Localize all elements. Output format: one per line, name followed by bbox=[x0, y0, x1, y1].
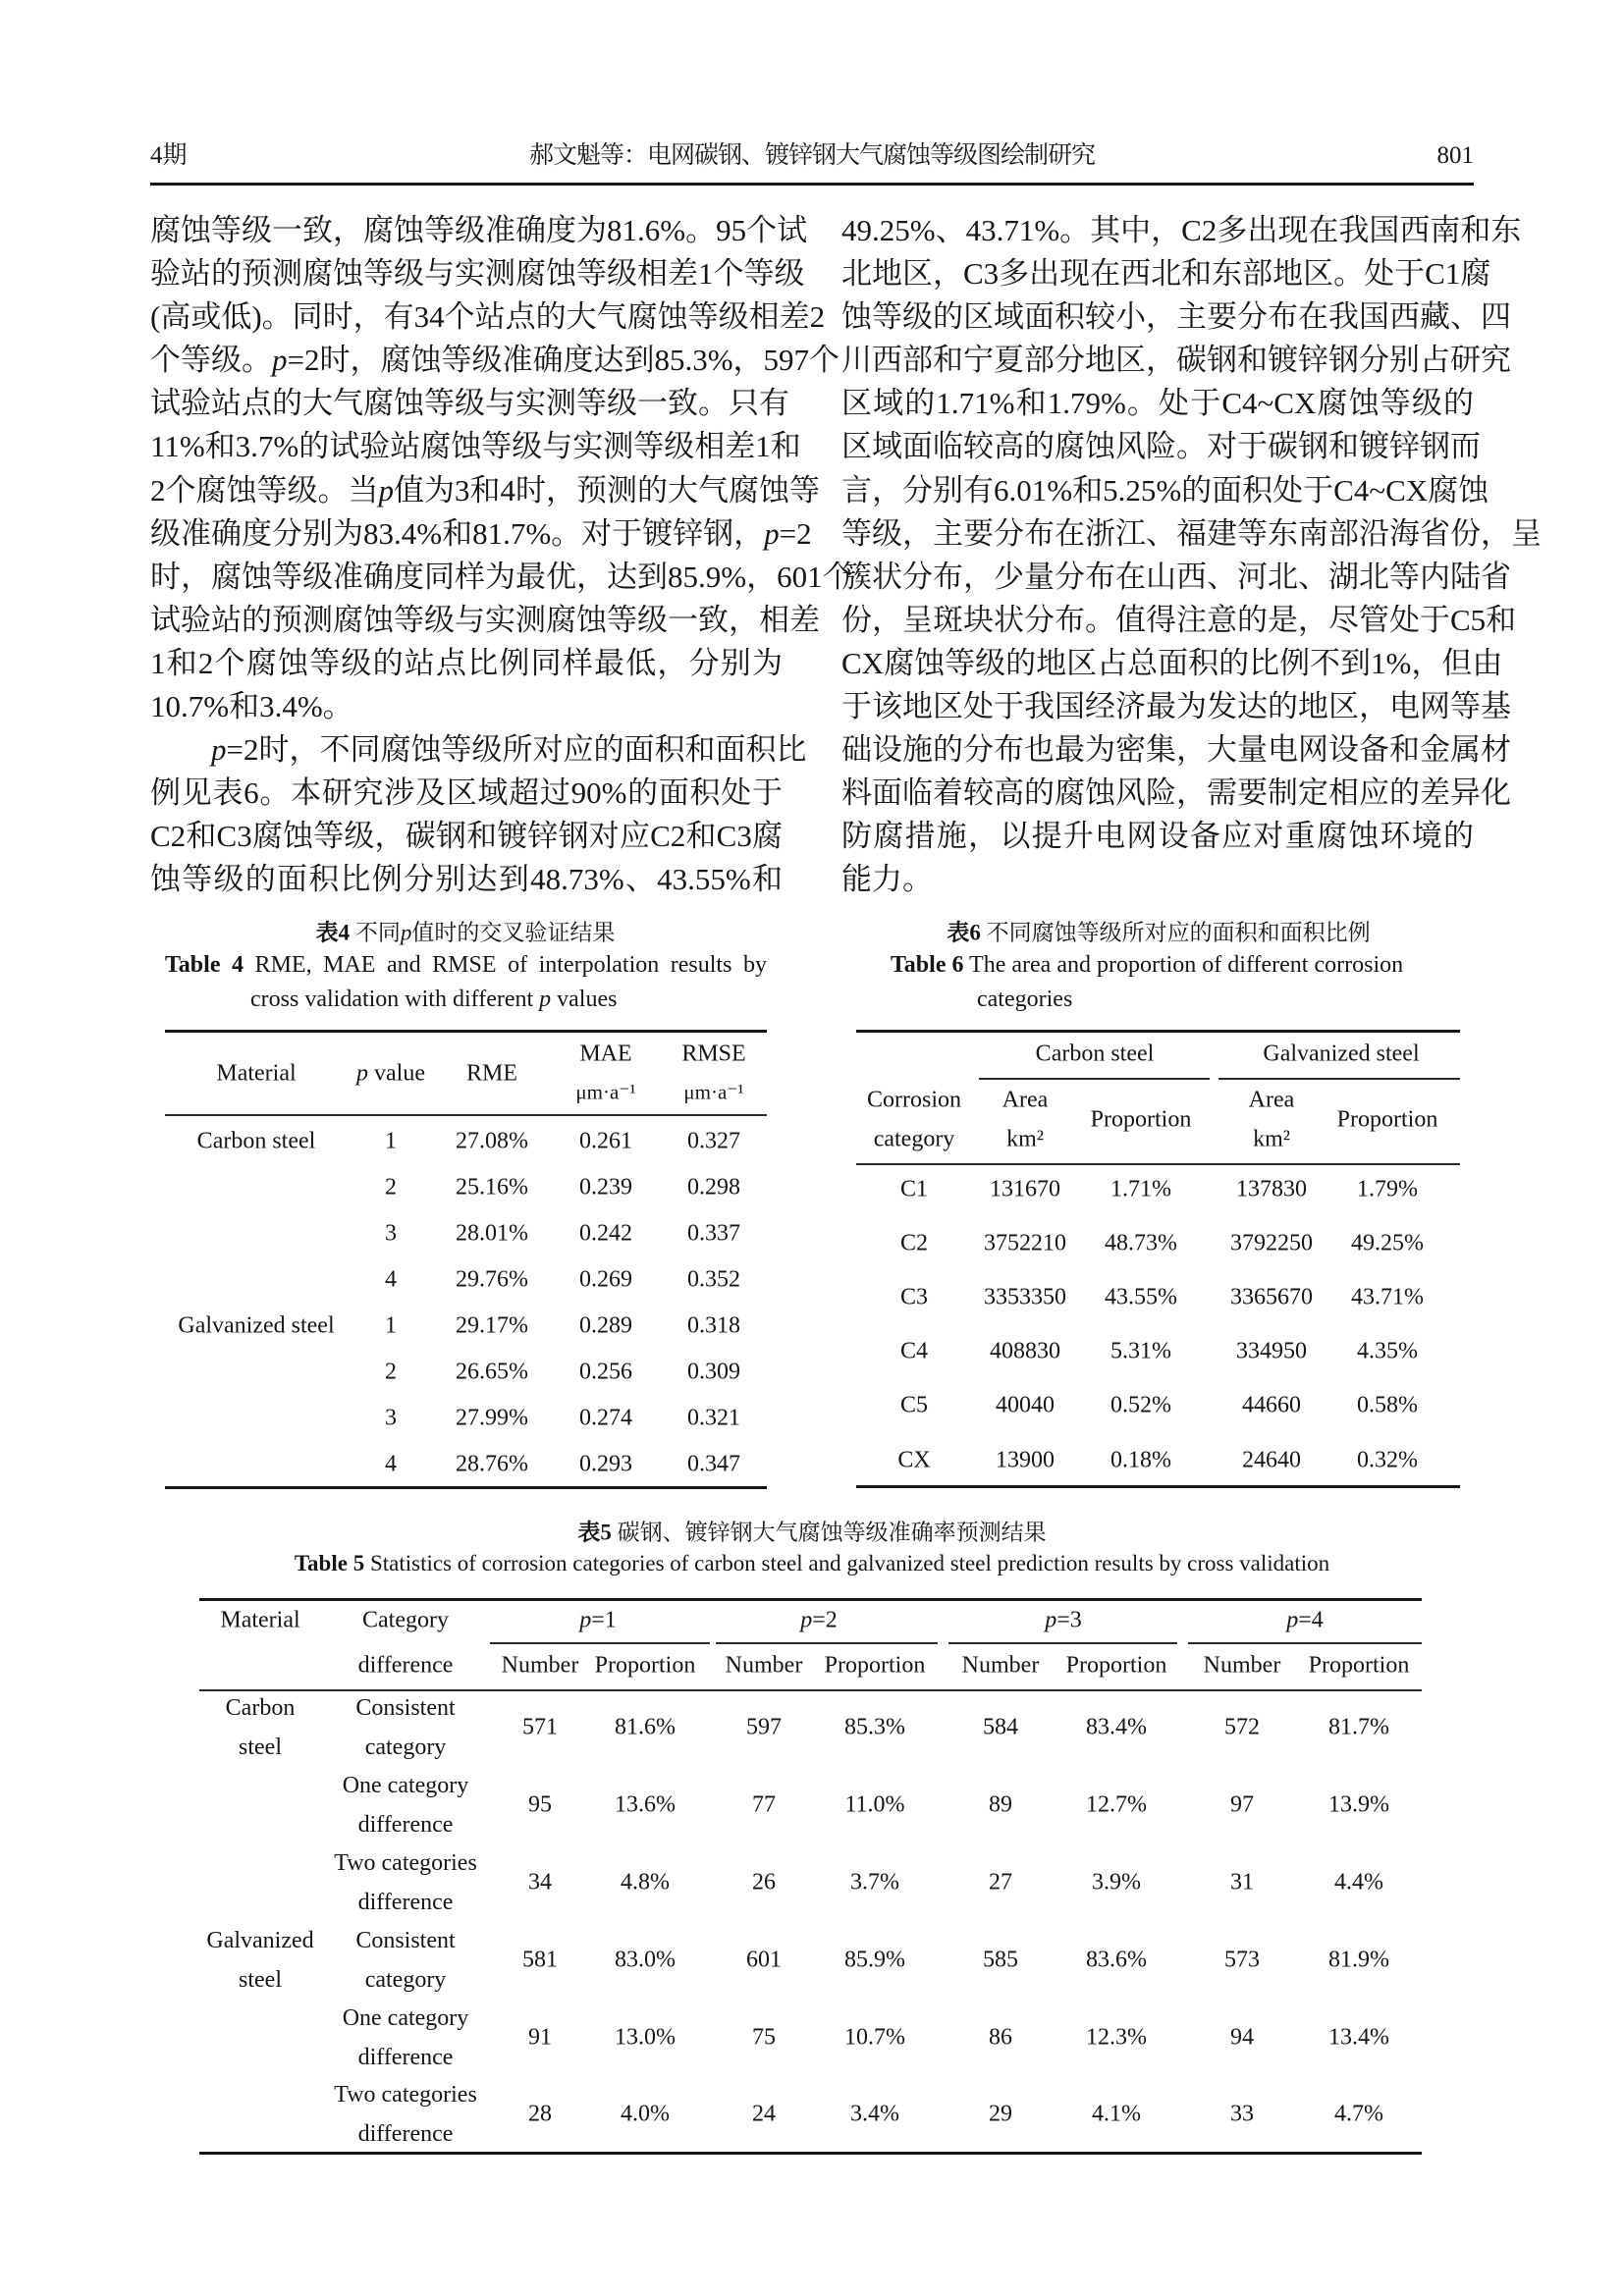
cell-p3-proportion: 83.6% bbox=[1086, 1947, 1147, 1973]
body-line: 10.7%和3.4%。 bbox=[150, 689, 353, 724]
table-row bbox=[199, 2076, 1422, 2154]
table-row bbox=[165, 1441, 767, 1487]
body-line: 级准确度分别为83.4%和81.7%。对于镀锌钢，p=2 bbox=[150, 515, 812, 551]
table5-body bbox=[199, 1689, 1422, 2154]
table5-header-proportion: Proportion bbox=[594, 1652, 696, 1679]
issue-label: 4期 bbox=[150, 142, 188, 169]
cell-galvanized-proportion: 0.58% bbox=[1357, 1392, 1418, 1418]
table-row bbox=[165, 1118, 767, 1164]
table6-group-rule-galvanized bbox=[1218, 1078, 1460, 1080]
table5-header-category-1: Category bbox=[362, 1607, 449, 1633]
table5-group-p4: p=4 bbox=[1286, 1607, 1324, 1633]
cell-category-line: One category bbox=[342, 1773, 469, 1799]
table5-caption-en: Table 5 Statistics of corrosion categories of carbon steel and galvanized steel prediction results by cross validation bbox=[294, 1551, 1330, 1575]
cell-rmse: 0.309 bbox=[687, 1359, 740, 1384]
cell-p1-number: 95 bbox=[528, 1791, 552, 1818]
body-line: (高或低)。同时，有34个站点的大气腐蚀等级相差2 bbox=[150, 299, 826, 335]
body-line: 川西部和宁夏部分地区，碳钢和镀锌钢分别占研究 bbox=[841, 343, 1511, 378]
cell-p1-proportion: 83.0% bbox=[615, 1947, 676, 1973]
cell-category-line: Consistent bbox=[355, 1695, 456, 1722]
cell-category-line: category bbox=[364, 1966, 447, 1993]
table6-header-galvanized-proportion: Proportion bbox=[1336, 1106, 1438, 1133]
body-line: 试验站点的大气腐蚀等级与实测等级一致。只有 bbox=[150, 386, 789, 421]
cell-p2-number: 75 bbox=[752, 2024, 776, 2051]
cell-mae: 0.293 bbox=[579, 1451, 632, 1476]
cell-galvanized-area: 3792250 bbox=[1230, 1230, 1313, 1256]
table6-header-galvanized-area: Area bbox=[1248, 1087, 1295, 1113]
table6-header-category-1: Corrosion bbox=[867, 1087, 961, 1113]
table4-caption-en-line2: cross validation with different p values bbox=[250, 987, 618, 1012]
body-line: 时，腐蚀等级准确度同样为最优，达到85.9%，601个 bbox=[150, 559, 853, 594]
cell-category-line: difference bbox=[357, 1812, 454, 1839]
cell-carbon-area: 3353350 bbox=[984, 1284, 1066, 1310]
table-row bbox=[856, 1216, 1460, 1270]
cell-galvanized-proportion: 43.71% bbox=[1351, 1284, 1424, 1310]
cell-p2-proportion: 10.7% bbox=[844, 2024, 905, 2051]
body-line: 区域的1.71%和1.79%。处于C4~CX腐蚀等级的 bbox=[841, 386, 1474, 421]
body-line: 区域面临较高的腐蚀风险。对于碳钢和镀锌钢而 bbox=[841, 429, 1481, 464]
table5-group-p2: p=2 bbox=[800, 1607, 838, 1633]
table6-caption-cn: 表6 不同腐蚀等级所对应的面积和面积比例 bbox=[947, 920, 1371, 945]
cell-p: 4 bbox=[385, 1451, 397, 1476]
cell-mae: 0.269 bbox=[579, 1266, 632, 1292]
table4-header-p-value: p value bbox=[356, 1060, 425, 1087]
cell-category: C5 bbox=[899, 1392, 929, 1418]
table5-header-proportion: Proportion bbox=[1308, 1652, 1410, 1679]
cell-p: 1 bbox=[385, 1128, 397, 1153]
table5-group-rule-p3 bbox=[948, 1642, 1177, 1644]
cell-p4-number: 94 bbox=[1230, 2024, 1254, 2051]
cell-galvanized-area: 334950 bbox=[1236, 1338, 1307, 1364]
cell-p1-number: 91 bbox=[528, 2024, 552, 2051]
table-row bbox=[165, 1256, 767, 1303]
cell-rme: 29.76% bbox=[456, 1266, 528, 1292]
body-line: 等级，主要分布在浙江、福建等东南部沿海省份，呈 bbox=[841, 515, 1542, 551]
cell-p4-proportion: 81.9% bbox=[1328, 1947, 1389, 1973]
body-line: 11%和3.7%的试验站腐蚀等级与实测等级相差1和 bbox=[150, 429, 801, 464]
cell-galvanized-area: 3365670 bbox=[1230, 1284, 1313, 1310]
cell-p3-number: 29 bbox=[989, 2101, 1012, 2127]
table4-header-rmse: RMSE bbox=[681, 1041, 746, 1067]
page-number: 801 bbox=[1436, 142, 1474, 169]
body-line: 蚀等级的区域面积较小，主要分布在我国西藏、四 bbox=[841, 299, 1511, 335]
table5-header-number: Number bbox=[725, 1652, 803, 1679]
cell-rme: 28.76% bbox=[456, 1451, 528, 1476]
table6-bottom-rule bbox=[856, 1485, 1460, 1488]
body-line: p=2时，不同腐蚀等级所对应的面积和面积比 bbox=[211, 732, 807, 768]
table4-header-rme: RME bbox=[465, 1060, 518, 1087]
table4-caption-en-line1: Table 4 RME, MAE and RMSE of interpolation results by bbox=[165, 952, 767, 978]
cell-p4-number: 97 bbox=[1230, 1791, 1254, 1818]
table6-header-carbon-area-unit: km² bbox=[1006, 1126, 1044, 1152]
cell-category-line: Two categories bbox=[334, 1849, 477, 1876]
table4-body bbox=[165, 1118, 767, 1487]
cell-rmse: 0.347 bbox=[687, 1451, 740, 1476]
cell-category-line: category bbox=[364, 1735, 447, 1761]
cell-rmse: 0.298 bbox=[687, 1174, 740, 1200]
cell-material-line: Galvanized bbox=[206, 1927, 314, 1953]
table5-group-rule-p4 bbox=[1188, 1642, 1422, 1644]
table-row bbox=[199, 1921, 1422, 1999]
cell-galvanized-area: 137830 bbox=[1236, 1176, 1307, 1202]
cell-mae: 0.239 bbox=[579, 1174, 632, 1200]
body-line: 2个腐蚀等级。当p值为3和4时，预测的大气腐蚀等 bbox=[150, 472, 820, 507]
cell-rmse: 0.318 bbox=[687, 1312, 740, 1338]
cell-p4-proportion: 13.9% bbox=[1328, 1791, 1389, 1818]
table6-body bbox=[856, 1162, 1460, 1487]
cell-carbon-proportion: 43.55% bbox=[1105, 1284, 1177, 1310]
body-line: 于该地区处于我国经济最为发达的地区，电网等基 bbox=[841, 689, 1511, 724]
cell-p3-number: 584 bbox=[983, 1714, 1018, 1740]
table6-top-rule bbox=[856, 1030, 1460, 1033]
cell-category-line: difference bbox=[357, 2044, 454, 2070]
table5-group-p3: p=3 bbox=[1045, 1607, 1082, 1633]
cell-category: C3 bbox=[899, 1284, 929, 1310]
header-rule bbox=[150, 183, 1474, 186]
cell-mae: 0.261 bbox=[579, 1128, 632, 1153]
table5-header-material: Material bbox=[220, 1607, 300, 1633]
body-line: 蚀等级的面积比例分别达到48.73%、43.55%和 bbox=[150, 862, 783, 897]
table6-group-carbon: Carbon steel bbox=[1035, 1041, 1155, 1067]
cell-mae: 0.274 bbox=[579, 1405, 632, 1430]
cell-carbon-proportion: 5.31% bbox=[1110, 1338, 1171, 1364]
body-line: 防腐措施，以提升电网设备应对重腐蚀环境的 bbox=[841, 819, 1474, 854]
body-line: 础设施的分布也最为密集，大量电网设备和金属材 bbox=[841, 732, 1511, 768]
cell-p4-number: 31 bbox=[1230, 1869, 1254, 1896]
cell-galvanized-area: 44660 bbox=[1242, 1392, 1301, 1418]
table5-group-rule-p2 bbox=[716, 1642, 938, 1644]
table5-top-rule bbox=[199, 1598, 1422, 1601]
cell-material-line: steel bbox=[239, 1966, 282, 1993]
table-row bbox=[199, 1999, 1422, 2076]
table6-header-carbon-area: Area bbox=[1001, 1087, 1049, 1113]
cell-category: CX bbox=[897, 1447, 931, 1473]
table5-group-rule-p1 bbox=[490, 1642, 710, 1644]
table6-header-carbon-proportion: Proportion bbox=[1090, 1106, 1192, 1133]
cell-rme: 27.08% bbox=[456, 1128, 528, 1153]
cell-carbon-proportion: 0.52% bbox=[1110, 1392, 1171, 1418]
cell-carbon-area: 131670 bbox=[990, 1176, 1060, 1202]
body-line: 例见表6。本研究涉及区域超过90%的面积处于 bbox=[150, 775, 783, 811]
cell-material bbox=[206, 1921, 313, 2000]
cell-category bbox=[355, 1921, 455, 2000]
cell-p: 2 bbox=[385, 1359, 397, 1384]
table-row bbox=[199, 1844, 1422, 1922]
cell-galvanized-proportion: 0.32% bbox=[1357, 1447, 1418, 1473]
table4-header-rmse-unit: μm·a⁻¹ bbox=[683, 1080, 744, 1104]
body-line: 49.25%、43.71%。其中，C2多出现在我国西南和东 bbox=[841, 213, 1522, 247]
table6-caption-en-line2: categories bbox=[977, 987, 1073, 1012]
table-row bbox=[199, 1689, 1422, 1767]
cell-p3-number: 89 bbox=[989, 1791, 1012, 1818]
table5-header-proportion: Proportion bbox=[824, 1652, 926, 1679]
cell-p1-proportion: 4.0% bbox=[621, 2101, 670, 2127]
table-row bbox=[856, 1325, 1460, 1379]
table-row bbox=[165, 1349, 767, 1395]
table-row bbox=[856, 1162, 1460, 1216]
cell-rme: 27.99% bbox=[456, 1405, 528, 1430]
cell-carbon-area: 13900 bbox=[996, 1447, 1055, 1473]
cell-mae: 0.242 bbox=[579, 1220, 632, 1246]
table6-header-category-2: category bbox=[873, 1126, 955, 1152]
cell-carbon-area: 40040 bbox=[996, 1392, 1055, 1418]
body-line: 腐蚀等级一致，腐蚀等级准确度为81.6%。95个试 bbox=[150, 213, 808, 247]
cell-material: Carbon steel bbox=[196, 1128, 316, 1153]
cell-p: 4 bbox=[385, 1266, 397, 1292]
cell-category bbox=[334, 1843, 477, 1922]
table4-header-mae-unit: μm·a⁻¹ bbox=[575, 1080, 636, 1104]
cell-rmse: 0.321 bbox=[687, 1405, 740, 1430]
body-line: 份，呈斑块状分布。值得注意的是，尽管处于C5和 bbox=[841, 602, 1517, 637]
table-row bbox=[199, 1767, 1422, 1844]
cell-p3-proportion: 4.1% bbox=[1092, 2101, 1141, 2127]
cell-galvanized-area: 24640 bbox=[1242, 1447, 1301, 1473]
cell-carbon-proportion: 48.73% bbox=[1105, 1230, 1177, 1256]
body-line: 试验站的预测腐蚀等级与实测腐蚀等级一致，相差 bbox=[150, 602, 820, 637]
cell-p: 3 bbox=[385, 1405, 397, 1430]
cell-p4-number: 33 bbox=[1230, 2101, 1254, 2127]
cell-category-line: Consistent bbox=[355, 1927, 456, 1953]
cell-rme: 29.17% bbox=[456, 1312, 528, 1338]
table5-header-proportion: Proportion bbox=[1065, 1652, 1167, 1679]
cell-p1-proportion: 81.6% bbox=[615, 1714, 676, 1740]
cell-p2-number: 601 bbox=[746, 1947, 782, 1973]
cell-p2-number: 26 bbox=[752, 1869, 776, 1896]
cell-carbon-area: 3752210 bbox=[984, 1230, 1066, 1256]
cell-galvanized-proportion: 49.25% bbox=[1351, 1230, 1424, 1256]
cell-p3-proportion: 12.7% bbox=[1086, 1791, 1147, 1818]
cell-p2-proportion: 11.0% bbox=[844, 1791, 905, 1818]
running-title: 郝文魁等：电网碳钢、镀锌钢大气腐蚀等级图绘制研究 bbox=[528, 142, 1096, 169]
cell-p: 3 bbox=[385, 1220, 397, 1246]
cell-p2-proportion: 3.4% bbox=[850, 2101, 899, 2127]
table-row bbox=[165, 1303, 767, 1349]
table-row bbox=[856, 1433, 1460, 1487]
cell-p: 2 bbox=[385, 1174, 397, 1200]
table6-group-galvanized: Galvanized steel bbox=[1263, 1041, 1420, 1067]
table-row bbox=[856, 1270, 1460, 1324]
table4-bottom-rule bbox=[165, 1486, 767, 1489]
cell-p2-number: 597 bbox=[746, 1714, 782, 1740]
cell-p3-number: 585 bbox=[983, 1947, 1018, 1973]
table5-header-number: Number bbox=[961, 1652, 1040, 1679]
cell-p2-proportion: 85.3% bbox=[844, 1714, 905, 1740]
cell-rmse: 0.352 bbox=[687, 1266, 740, 1292]
table5-header-number: Number bbox=[1203, 1652, 1281, 1679]
cell-mae: 0.289 bbox=[579, 1312, 632, 1338]
table6-header-galvanized-area-unit: km² bbox=[1253, 1126, 1290, 1152]
cell-material-line: steel bbox=[239, 1735, 282, 1761]
cell-p4-proportion: 4.7% bbox=[1334, 2101, 1383, 2127]
body-line: C2和C3腐蚀等级，碳钢和镀锌钢对应C2和C3腐 bbox=[150, 819, 783, 854]
cell-mae: 0.256 bbox=[579, 1359, 632, 1384]
body-line: 验站的预测腐蚀等级与实测腐蚀等级相差1个等级 bbox=[150, 256, 805, 292]
cell-galvanized-proportion: 4.35% bbox=[1357, 1338, 1418, 1364]
body-line: 北地区，C3多出现在西北和东部地区。处于C1腐 bbox=[841, 256, 1491, 292]
cell-category bbox=[334, 2075, 477, 2154]
left-text-column bbox=[150, 209, 853, 902]
table5-bottom-rule bbox=[199, 2152, 1422, 2155]
cell-p: 1 bbox=[385, 1312, 397, 1338]
cell-p2-number: 24 bbox=[752, 2101, 776, 2127]
cell-p4-proportion: 81.7% bbox=[1328, 1714, 1389, 1740]
right-text-column bbox=[841, 209, 1542, 902]
cell-material-line: Carbon bbox=[225, 1695, 296, 1722]
cell-p1-proportion: 13.6% bbox=[615, 1791, 676, 1818]
table4-mid-rule bbox=[165, 1114, 767, 1116]
cell-p1-proportion: 4.8% bbox=[621, 1869, 670, 1896]
cell-p1-number: 28 bbox=[528, 2101, 552, 2127]
cell-category: C1 bbox=[899, 1176, 929, 1202]
cell-category bbox=[343, 1766, 469, 1844]
cell-category: C2 bbox=[899, 1230, 929, 1256]
table5-header-category-2: difference bbox=[357, 1652, 454, 1679]
body-line: 言，分别有6.01%和5.25%的面积处于C4~CX腐蚀 bbox=[841, 472, 1489, 507]
cell-p3-proportion: 12.3% bbox=[1086, 2024, 1147, 2051]
table4-caption-cn: 表4 不同p值时的交叉验证结果 bbox=[315, 920, 616, 945]
table-row bbox=[856, 1379, 1460, 1433]
cell-carbon-proportion: 0.18% bbox=[1110, 1447, 1171, 1473]
cell-p1-proportion: 13.0% bbox=[615, 2024, 676, 2051]
cell-rme: 28.01% bbox=[456, 1220, 528, 1246]
cell-p2-number: 77 bbox=[752, 1791, 776, 1818]
table4-header-mae: MAE bbox=[579, 1041, 632, 1067]
cell-p1-number: 34 bbox=[528, 1869, 552, 1896]
cell-p2-proportion: 85.9% bbox=[844, 1947, 905, 1973]
table-row bbox=[165, 1395, 767, 1441]
table-row bbox=[165, 1164, 767, 1210]
cell-category-line: One category bbox=[342, 2004, 469, 2031]
body-line: 1和2个腐蚀等级的站点比例同样最低，分别为 bbox=[150, 645, 783, 680]
cell-material: Galvanized steel bbox=[178, 1312, 335, 1338]
table6-group-rule-carbon bbox=[979, 1078, 1210, 1080]
table4-header-material: Material bbox=[216, 1060, 297, 1087]
cell-carbon-area: 408830 bbox=[990, 1338, 1060, 1364]
table5-caption-cn: 表5 碳钢、镀锌钢大气腐蚀等级准确率预测结果 bbox=[577, 1520, 1047, 1545]
cell-p4-number: 572 bbox=[1224, 1714, 1260, 1740]
body-line: 能力。 bbox=[841, 862, 933, 897]
cell-category-line: Two categories bbox=[334, 2082, 477, 2109]
cell-p1-number: 571 bbox=[522, 1714, 558, 1740]
cell-p3-number: 27 bbox=[989, 1869, 1012, 1896]
cell-category-line: difference bbox=[357, 1889, 454, 1915]
cell-material bbox=[226, 1688, 296, 1767]
cell-p4-proportion: 13.4% bbox=[1328, 2024, 1389, 2051]
table5-header-number: Number bbox=[501, 1652, 579, 1679]
table5-group-p1: p=1 bbox=[579, 1607, 617, 1633]
body-line: CX腐蚀等级的地区占总面积的比例不到1%，但由 bbox=[841, 645, 1503, 680]
cell-p1-number: 581 bbox=[522, 1947, 558, 1973]
cell-rme: 26.65% bbox=[456, 1359, 528, 1384]
cell-category bbox=[343, 1999, 469, 2077]
table4-top-rule bbox=[165, 1030, 767, 1033]
cell-carbon-proportion: 1.71% bbox=[1110, 1176, 1171, 1202]
cell-category-line: difference bbox=[357, 2121, 454, 2148]
cell-rmse: 0.337 bbox=[687, 1220, 740, 1246]
cell-p3-proportion: 3.9% bbox=[1092, 1869, 1141, 1896]
cell-rme: 25.16% bbox=[456, 1174, 528, 1200]
cell-p3-number: 86 bbox=[989, 2024, 1012, 2051]
cell-rmse: 0.327 bbox=[687, 1128, 740, 1153]
cell-category: C4 bbox=[899, 1338, 929, 1364]
cell-p2-proportion: 3.7% bbox=[850, 1869, 899, 1896]
body-line: 个等级。p=2时，腐蚀等级准确度达到85.3%，597个 bbox=[150, 343, 840, 378]
cell-p3-proportion: 83.4% bbox=[1086, 1714, 1147, 1740]
body-line: 簇状分布，少量分布在山西、河北、湖北等内陆省 bbox=[841, 559, 1511, 594]
cell-category bbox=[355, 1688, 455, 1767]
cell-p4-proportion: 4.4% bbox=[1334, 1869, 1383, 1896]
table-row bbox=[165, 1210, 767, 1256]
body-line: 料面临着较高的腐蚀风险，需要制定相应的差异化 bbox=[841, 775, 1511, 811]
cell-p4-number: 573 bbox=[1224, 1947, 1260, 1973]
table6-caption-en-line1: Table 6 The area and proportion of different corrosion bbox=[891, 952, 1404, 978]
cell-galvanized-proportion: 1.79% bbox=[1357, 1176, 1418, 1202]
